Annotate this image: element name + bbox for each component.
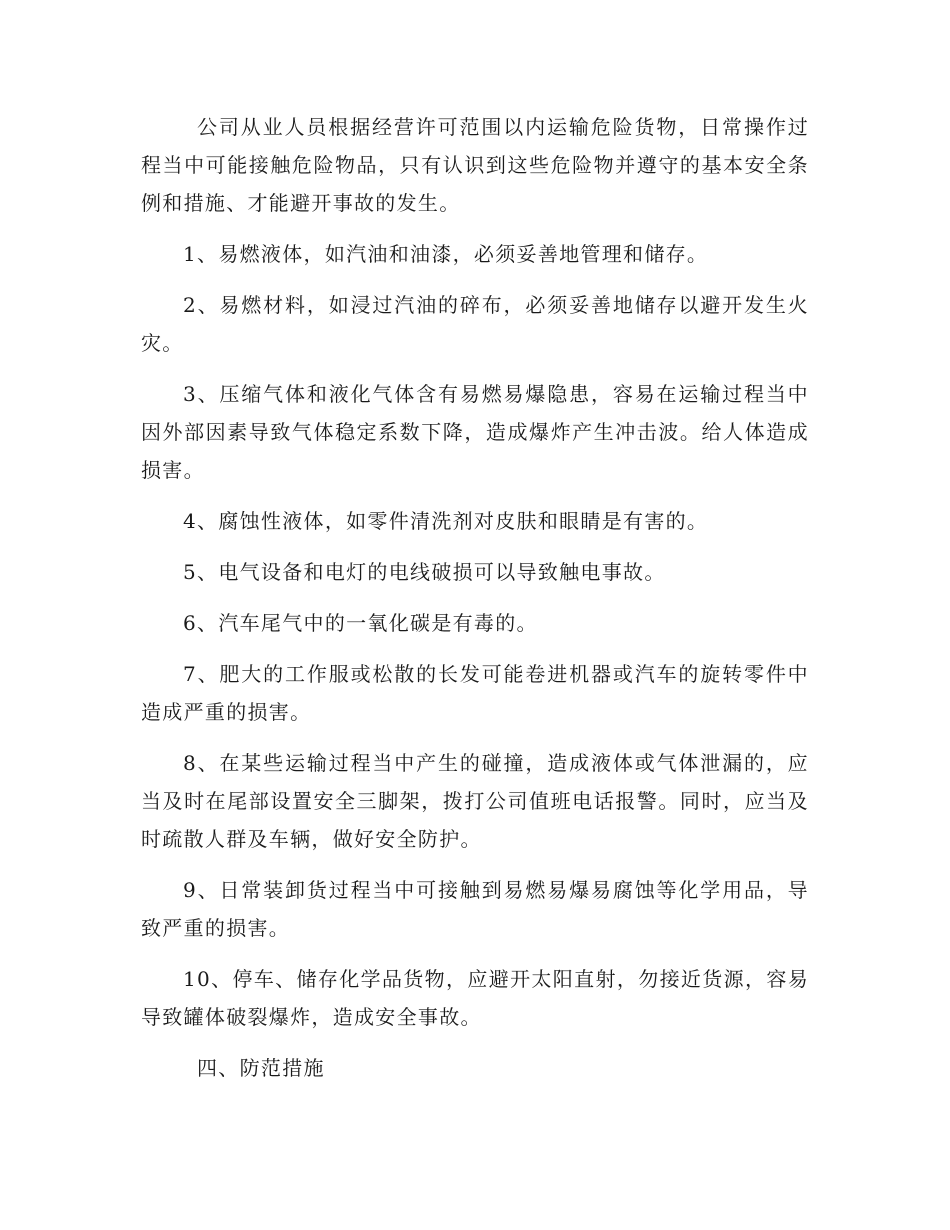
section-heading: 四、防范措施 (197, 1056, 325, 1080)
intro-paragraph: 公司从业人员根据经营许可范围以内运输危险货物，日常操作过程当中可能接触危险物品，只有认识到这些危险物并遵守的基本安全条例和措施、才能避开事故的发生。 (141, 115, 809, 215)
list-item: 1、易燃液体，如汽油和油漆，必须妥善地管理和储存。 (183, 242, 709, 266)
document-page (141, 108, 809, 1087)
list-item: 7、肥大的工作服或松散的长发可能卷进机器或汽车的旋转零件中造成严重的损害。 (141, 662, 809, 724)
list-item: 4、腐蚀性液体，如零件清洗剂对皮肤和眼睛是有害的。 (183, 509, 709, 533)
list-item: 6、汽车尾气中的一氧化碳是有毒的。 (183, 611, 538, 635)
list-item: 3、压缩气体和液化气体含有易燃易爆隐患，容易在运输过程当中因外部因素导致气体稳定系数下降，造成爆炸产生冲击波。给人体造成损害。 (141, 382, 809, 482)
list-item: 5、电气设备和电灯的电线破损可以导致触电事故。 (183, 560, 666, 584)
list-item: 9、日常装卸货过程当中可接触到易燃易爆易腐蚀等化学用品，导致严重的损害。 (141, 878, 809, 940)
list-item: 10、停车、储存化学品货物，应避开太阳直射，勿接近货源，容易导致罐体破裂爆炸，造成安全事故。 (141, 967, 809, 1029)
list-item: 2、易燃材料，如浸过汽油的碎布，必须妥善地储存以避开发生火灾。 (141, 293, 809, 355)
list-item: 8、在某些运输过程当中产生的碰撞，造成液体或气体泄漏的，应当及时在尾部设置安全三脚架，拨打公司值班电话报警。同时，应当及时疏散人群及车辆，做好安全防护。 (141, 751, 809, 851)
